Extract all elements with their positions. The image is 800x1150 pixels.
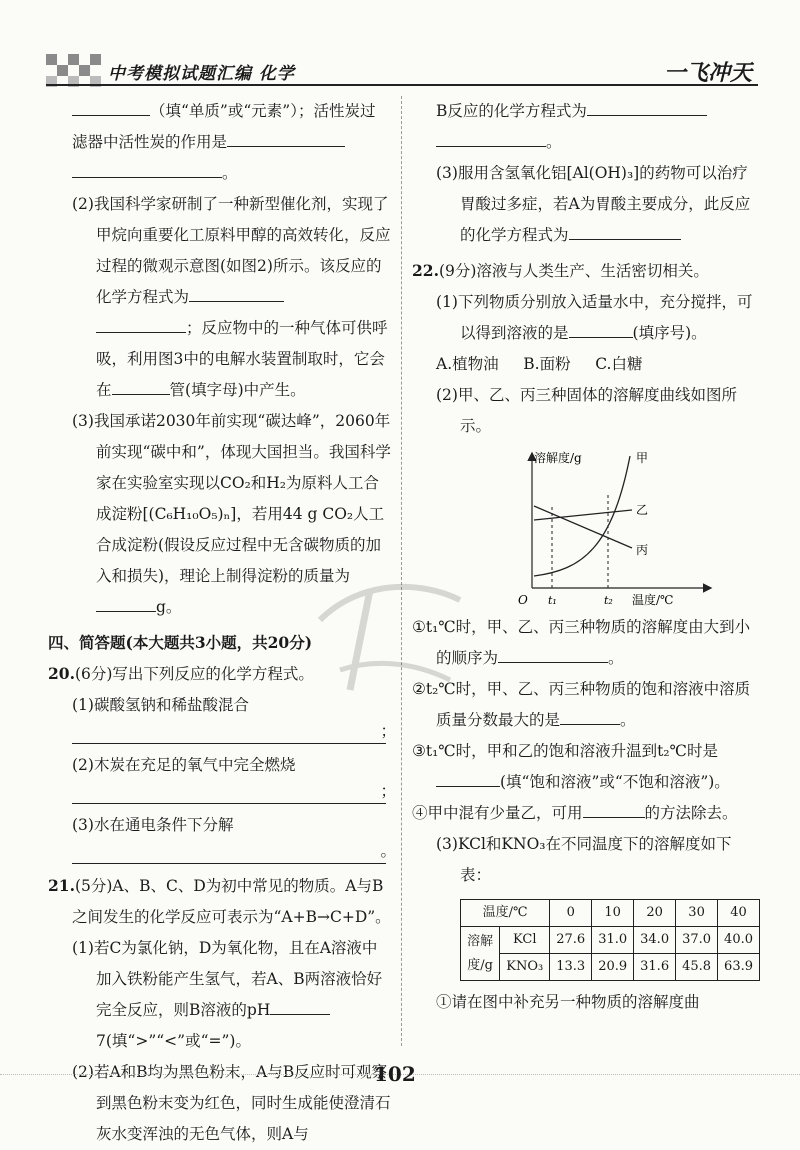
series-line-yi [534,510,632,520]
series-label-yi: 乙 [636,503,649,517]
q19-2: (2)我国科学家研制了一种新型催化剂，实现了甲烷向重要化工原料甲醇的高效转化，反应过程的微观示意图(如图2)所示。该反应的化学方程式为 ；反应物中的一种气体可供呼吸，利用图3中的电解水装置制取时，它会在 管(填字母)中产生。 [72,195,391,399]
table-row-group: 溶解度/g [461,927,500,981]
q22-2: (2)甲、乙、丙三种固体的溶解度曲线如图所示。 [436,386,737,435]
answer-blank[interactable] [569,221,681,240]
q21-2-cont: B反应的化学方程式为 [412,96,760,127]
y-axis-label: 溶解度/g [534,451,582,465]
q20-stem: 20.(6分)写出下列反应的化学方程式。 [48,664,314,683]
q22-1: (1)下列物质分别放入适量水中，充分搅拌，可以得到溶液的是 (填序号)。 [436,293,753,342]
answer-blank[interactable] [72,159,222,178]
series-line-bing [534,506,632,548]
answer-blank[interactable] [587,97,707,116]
table-cell: 40.0 [718,927,760,954]
answer-blank[interactable] [112,376,170,395]
answer-blank[interactable] [436,128,546,147]
origin-label: O [518,593,528,607]
q22-stem: 22.(9分)溶液与人类生产、生活密切相关。 [412,261,709,280]
table-row [461,954,760,981]
table-row-name: KCl [500,927,550,954]
q19-1-line2: 滤器中活性炭的作用是 [48,127,392,158]
q22-2-sub3: ③t₁℃时，甲和乙的饱和溶液升温到t₂℃时是(填“饱和溶液”或“不饱和溶液”)。 [412,742,730,791]
x-axis-label: 温度/℃ [632,593,674,607]
table-cell: 27.6 [550,927,592,954]
answer-blank[interactable] [96,314,186,333]
right-column [412,96,760,1018]
answer-blank[interactable] [189,283,284,302]
q20-1: (1)碳酸氢钠和稀盐酸混合 [72,696,249,714]
q20-2: (2)木炭在充足的氧气中完全燃烧 [72,756,296,774]
table-cell: 20.9 [592,954,634,981]
table-cell: 37.0 [676,927,718,954]
answer-blank[interactable] [560,706,620,725]
table-row [461,900,760,927]
answer-line[interactable]: ； [72,781,386,804]
answer-blank[interactable] [436,768,500,787]
series-line-jia [534,456,630,576]
header-rule [46,84,758,86]
table-cell: 31.6 [634,954,676,981]
tick-label-t2: t₂ [604,594,613,607]
answer-blank[interactable] [569,319,633,338]
answer-blank[interactable] [96,593,156,612]
q22-2-sub1: ①t₁℃时，甲、乙、丙三种物质的溶解度由大到小的顺序为 。 [412,618,751,667]
q22-2-sub4: ④甲中混有少量乙，可用 的方法除去。 [412,798,760,829]
answer-blank[interactable] [72,97,150,116]
solubility-table [460,899,760,981]
q20-3: (3)水在通电条件下分解 [72,816,234,834]
table-header-cell: 0 [550,900,592,927]
watermark-logo [300,560,530,710]
table-row [461,927,760,954]
q21-2: (2)若A和B均为黑色粉末，A与B反应时可观察到黑色粉末变为红色，同时生成能使澄清石灰水变浑浊的无色气体，则A与 [72,1063,391,1143]
table-cell: 34.0 [634,927,676,954]
q21-2-end: 。 [412,127,760,158]
section-heading: 四、简答题(本大题共3小题，共20分) [48,633,313,652]
brand-logo: 一飞冲天 [663,60,752,86]
answer-blank[interactable] [227,128,345,147]
series-label-bing: 丙 [636,543,649,557]
q19-1-tail: （填“单质”或“元素”）；活性炭过 [48,96,392,127]
answer-line[interactable]: 。 [72,841,386,864]
q21-1: (1)若C为氯化钠，D为氧化物，且在A溶液中加入铁粉能产生氢气，若A、B两溶液恰好完全反应，则B溶液的pH7(填“>”“<”或“=”)。 [72,939,383,1050]
table-cell: 45.8 [676,954,718,981]
q22-1-options: A.植物油 B.面粉 C.白糖 [436,355,643,373]
answer-line[interactable]: ； [72,721,386,744]
page-number: 102 [374,1062,416,1086]
q21-3: (3)服用含氢氧化铝[Al(OH)₃]的药物可以治疗胃酸过多症，若A为胃酸主要成分，此反应的化学方程式为 [436,164,751,244]
q22-2-sub2: ②t₂℃时，甲、乙、丙三种物质的饱和溶液中溶质质量分数最大的是 。 [412,680,751,729]
q19-3: (3)我国承诺2030年前实现“碳达峰”，2060年前实现“碳中和”，体现大国担当。我国科学家在实验室实现以CO₂和H₂为原料人工合成淀粉[(C₆H₁₀O₅)ₙ]，若用44 g CO₂人工合成淀粉(假设反应过程中无含碳物质的加入和损失)，理论上制得淀粉的质量为g。 [72,412,391,616]
answer-blank[interactable] [270,996,330,1015]
table-header-label: 温度/℃ [461,900,550,927]
table-cell: 63.9 [718,954,760,981]
table-header-cell: 40 [718,900,760,927]
q22-3-sub1: ①请在图中补充另一种物质的溶解度曲 [436,993,700,1011]
table-header-cell: 10 [592,900,634,927]
q19-1-line3: 。 [48,158,392,189]
q21-stem: 21.(5分)A、B、C、D为初中常见的物质。A与B之间发生的化学反应可表示为“A+B→C+D”。 [48,876,391,926]
table-row-name: KNO₃ [500,954,550,981]
answer-blank[interactable] [583,799,645,818]
q22-3: (3)KCl和KNO₃在不同温度下的溶解度如下表： [436,835,732,884]
solubility-chart-svg [512,448,722,608]
book-title: 中考模拟试题汇编 化学 [108,64,295,84]
page-header [0,0,800,100]
table-header-cell: 30 [676,900,718,927]
table-header-cell: 20 [634,900,676,927]
series-label-jia: 甲 [636,451,649,465]
table-cell: 13.3 [550,954,592,981]
tick-label-t1: t₁ [548,594,557,607]
table-cell: 31.0 [592,927,634,954]
